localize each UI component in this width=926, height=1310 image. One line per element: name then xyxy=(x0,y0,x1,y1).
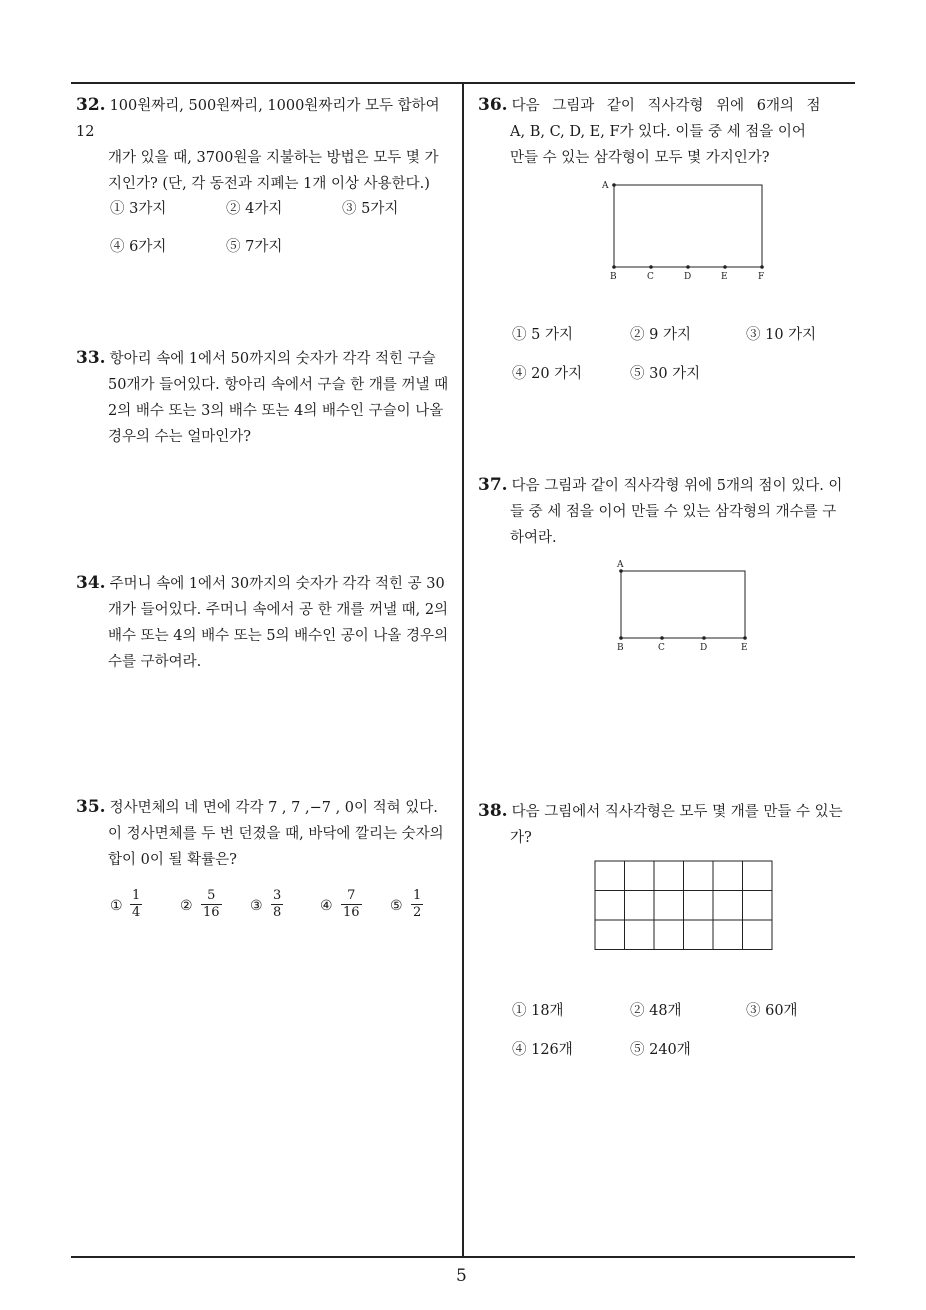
question-37-line-3: 하여라. xyxy=(510,530,557,546)
question-number: 33. xyxy=(76,348,106,368)
grid-cell xyxy=(654,891,684,921)
choice-1[interactable]: ① 3가지 xyxy=(110,201,167,217)
figure-grid xyxy=(590,856,780,956)
grid-cell xyxy=(713,920,743,950)
grid-cell xyxy=(625,891,655,921)
label-d: D xyxy=(700,643,708,653)
choice-4[interactable]: ④ 126개 xyxy=(512,1042,573,1058)
choice-4-fraction: $\frac{7}{16}$ xyxy=(343,888,360,920)
grid-cell xyxy=(625,861,655,891)
point-e xyxy=(743,636,747,640)
question-34 xyxy=(76,570,461,675)
question-32-line-1: 32. 100원짜리, 500원짜리, 1000원짜리가 모두 합하여 12 xyxy=(76,95,440,140)
choice-5[interactable]: ⑤ 240개 xyxy=(630,1042,691,1058)
choice-5[interactable]: ⑤ 7가지 xyxy=(226,239,283,255)
figure-rectangle-five-points xyxy=(600,558,770,658)
question-35 xyxy=(76,794,461,873)
label-e: E xyxy=(721,272,728,282)
question-36-line-2: A, B, C, D, E, F가 있다. 이들 중 세 점을 이어 xyxy=(510,124,806,140)
point-f xyxy=(760,265,764,269)
point-b xyxy=(612,265,616,269)
question-38-line-1: 38. 다음 그림에서 직사각형은 모두 몇 개를 만들 수 있는 xyxy=(478,801,843,821)
grid-cell xyxy=(743,920,773,950)
question-35-line-3: 합이 0이 될 확률은? xyxy=(108,852,237,868)
label-b: B xyxy=(610,272,617,282)
grid-cell xyxy=(713,891,743,921)
grid-cell xyxy=(684,861,714,891)
question-34-line-2: 개가 들어있다. 주머니 속에서 공 한 개를 꺼낼 때, 2의 xyxy=(108,602,449,618)
question-number: 36. xyxy=(478,95,508,115)
choice-2[interactable]: ② 48개 xyxy=(630,1003,682,1019)
choice-1-fraction: $\frac{1}{4}$ xyxy=(132,888,141,920)
question-number: 34. xyxy=(76,573,106,593)
grid-cell xyxy=(743,891,773,921)
point-e xyxy=(723,265,727,269)
question-33-line-4: 경우의 수는 얼마인가? xyxy=(108,429,252,445)
question-37 xyxy=(478,472,863,551)
choice-3[interactable]: ③ 10 가지 xyxy=(746,327,817,343)
rectangle xyxy=(614,185,762,267)
question-36 xyxy=(478,92,863,171)
grid-cell xyxy=(595,891,625,921)
question-number: 37. xyxy=(478,475,508,495)
bottom-rule xyxy=(71,1256,855,1258)
question-33-line-3: 2의 배수 또는 3의 배수 또는 4의 배수인 구슬이 나올 xyxy=(108,403,444,419)
grid-cell xyxy=(625,920,655,950)
grid-cell xyxy=(654,920,684,950)
grid-cell xyxy=(743,861,773,891)
label-b: B xyxy=(617,643,624,653)
question-number: 38. xyxy=(478,801,508,821)
question-35-line-1: 35. 정사면체의 네 면에 각각 7 , 7 ,−7 , 0이 적혀 있다. xyxy=(76,797,438,817)
label-a: A xyxy=(617,560,624,570)
label-c: C xyxy=(658,643,665,653)
question-34-line-1: 34. 주머니 속에 1에서 30까지의 숫자가 각각 적힌 공 30 xyxy=(76,573,445,593)
choice-4[interactable]: ④ 6가지 xyxy=(110,239,167,255)
choice-4-marker[interactable]: ④ xyxy=(320,898,333,914)
label-d: D xyxy=(684,272,692,282)
grid-cell xyxy=(654,861,684,891)
choice-2[interactable]: ② 4가지 xyxy=(226,201,283,217)
question-36-line-3: 만들 수 있는 삼각형이 모두 몇 가지인가? xyxy=(510,150,770,166)
choice-5-marker[interactable]: ⑤ xyxy=(390,898,403,914)
question-32-line-3: 지인가? (단, 각 동전과 지폐는 1개 이상 사용한다.) xyxy=(108,176,430,192)
choice-5[interactable]: ⑤ 30 가지 xyxy=(630,366,701,382)
choice-2[interactable]: ② 9 가지 xyxy=(630,327,691,343)
label-f: F xyxy=(758,272,765,282)
question-34-line-4: 수를 구하여라. xyxy=(108,654,202,670)
grid-cell xyxy=(684,920,714,950)
point-c xyxy=(649,265,653,269)
question-32-line-2: 개가 있을 때, 3700원을 지불하는 방법은 모두 몇 가 xyxy=(108,150,439,166)
question-number: 35. xyxy=(76,797,106,817)
question-37-line-2: 들 중 세 점을 이어 만들 수 있는 삼각형의 개수를 구 xyxy=(510,504,837,520)
choice-1[interactable]: ① 18개 xyxy=(512,1003,564,1019)
point-b xyxy=(619,636,623,640)
question-33-line-2: 50개가 들어있다. 항아리 속에서 구슬 한 개를 꺼낼 때 xyxy=(108,377,449,393)
choice-2-marker[interactable]: ② xyxy=(180,898,193,914)
point-c xyxy=(660,636,664,640)
column-divider xyxy=(462,82,464,1257)
question-32 xyxy=(76,92,461,197)
choice-5-fraction: $\frac{1}{2}$ xyxy=(413,888,422,920)
question-33-line-1: 33. 항아리 속에 1에서 50까지의 숫자가 각각 적힌 구슬 xyxy=(76,348,436,368)
question-38 xyxy=(478,798,863,851)
label-e: E xyxy=(741,643,748,653)
choice-1-marker[interactable]: ① xyxy=(110,898,123,914)
choice-3-marker[interactable]: ③ xyxy=(250,898,263,914)
choice-3[interactable]: ③ 5가지 xyxy=(342,201,399,217)
figure-rectangle-six-points xyxy=(590,175,780,282)
question-38-line-2: 가? xyxy=(510,830,532,846)
label-a: A xyxy=(602,181,609,191)
question-37-line-1: 37. 다음 그림과 같이 직사각형 위에 5개의 점이 있다. 이 xyxy=(478,475,843,495)
point-d xyxy=(686,265,690,269)
label-c: C xyxy=(647,272,654,282)
point-d xyxy=(702,636,706,640)
question-33 xyxy=(76,345,461,450)
page-number: 5 xyxy=(456,1266,467,1286)
question-35-line-2: 이 정사면체를 두 번 던졌을 때, 바닥에 깔리는 숫자의 xyxy=(108,826,444,842)
grid-cell xyxy=(595,861,625,891)
choice-1[interactable]: ① 5 가지 xyxy=(512,327,573,343)
grid-cell xyxy=(684,891,714,921)
question-number: 32. xyxy=(76,95,106,115)
choice-4[interactable]: ④ 20 가지 xyxy=(512,366,583,382)
grid-cell xyxy=(595,920,625,950)
choice-3[interactable]: ③ 60개 xyxy=(746,1003,798,1019)
choice-3-fraction: $\frac{3}{8}$ xyxy=(273,888,282,920)
choice-2-fraction: $\frac{5}{16}$ xyxy=(203,888,220,920)
grid-cell xyxy=(713,861,743,891)
question-34-line-3: 배수 또는 4의 배수 또는 5의 배수인 공이 나올 경우의 xyxy=(108,628,449,644)
question-36-line-1: 36. 다음 그림과 같이 직사각형 위에 6개의 점 xyxy=(478,95,821,115)
point-a xyxy=(612,183,616,187)
rectangle xyxy=(621,571,745,638)
